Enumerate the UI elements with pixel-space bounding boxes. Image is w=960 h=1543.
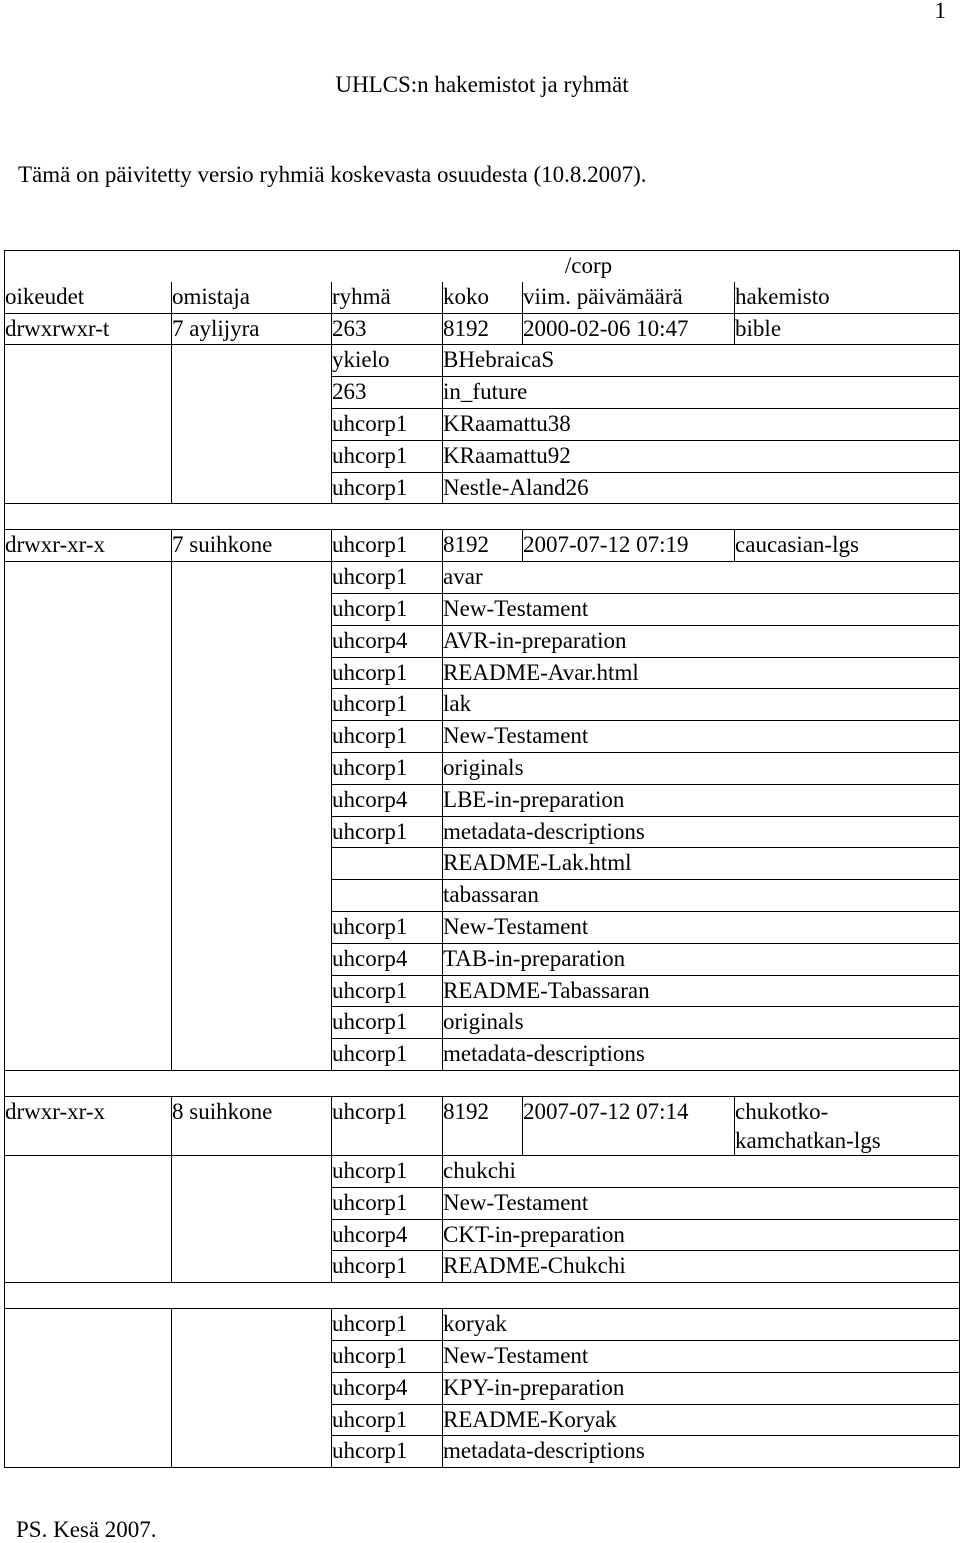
directory-table	[4, 250, 960, 1468]
group-cell: uhcorp4	[332, 625, 443, 657]
subdir-cell: BHebraicaS	[443, 345, 960, 377]
group-cell: uhcorp1	[332, 1039, 443, 1071]
subdir-cell: KRaamattu92	[443, 440, 960, 472]
group-cell: uhcorp1	[332, 1007, 443, 1039]
group-cell: uhcorp4	[332, 943, 443, 975]
group-cell: uhcorp1	[332, 408, 443, 440]
group-cell: uhcorp1	[332, 1340, 443, 1372]
group-cell: uhcorp4	[332, 1219, 443, 1251]
group-cell: ykielo	[332, 345, 443, 377]
group-cell: uhcorp1	[332, 1436, 443, 1468]
group-cell: uhcorp1	[332, 530, 443, 562]
size-cell: 8192	[443, 1096, 523, 1155]
dir-cell-line2: kamchatkan-lgs	[735, 1127, 881, 1153]
header-size: koko	[443, 282, 523, 313]
table-row	[5, 562, 960, 594]
date-cell: 2000-02-06 10:47	[523, 313, 735, 345]
subdir-cell: metadata-descriptions	[443, 1436, 960, 1468]
group-cell: 263	[332, 313, 443, 345]
table-row	[5, 1309, 960, 1341]
file-cell: metadata-descriptions	[443, 816, 960, 848]
file-cell: New-Testament	[443, 593, 960, 625]
group-cell: uhcorp1	[332, 721, 443, 753]
size-cell: 8192	[443, 530, 523, 562]
file-cell: TAB-in-preparation	[443, 943, 960, 975]
group-cell: uhcorp1	[332, 1404, 443, 1436]
header-date: viim. päivämäärä	[523, 282, 735, 313]
date-cell: 2007-07-12 07:14	[523, 1096, 735, 1155]
subdir-cell: chukchi	[443, 1155, 960, 1187]
subdir-cell: tabassaran	[443, 880, 960, 912]
owner-cell: 7 suihkone	[172, 530, 332, 562]
perms-cell: drwxrwxr-t	[5, 313, 172, 345]
file-cell: README-Chukchi	[443, 1251, 960, 1283]
group-cell: uhcorp1	[332, 975, 443, 1007]
file-cell: README-Lak.html	[443, 848, 960, 880]
group-cell: 263	[332, 377, 443, 409]
group-cell: uhcorp1	[332, 1187, 443, 1219]
page-number: 1	[934, 0, 946, 23]
dir-cell: caucasian-lgs	[735, 530, 960, 562]
group-cell: uhcorp1	[332, 1096, 443, 1155]
group-cell: uhcorp1	[332, 1309, 443, 1341]
corp-row	[5, 251, 960, 282]
group-cell: uhcorp1	[332, 657, 443, 689]
separator-row	[5, 504, 960, 530]
table-row	[5, 530, 960, 562]
group-cell: uhcorp1	[332, 440, 443, 472]
corp-label: /corp	[443, 251, 735, 282]
perms-cell: drwxr-xr-x	[5, 1096, 172, 1155]
table-row	[5, 313, 960, 345]
dir-cell	[735, 1096, 960, 1155]
dir-cell: bible	[735, 313, 960, 345]
file-cell: LBE-in-preparation	[443, 784, 960, 816]
footer-note: PS. Kesä 2007.	[16, 1517, 157, 1542]
group-cell: uhcorp1	[332, 593, 443, 625]
subdir-cell: metadata-descriptions	[443, 1039, 960, 1071]
group-cell: uhcorp1	[332, 562, 443, 594]
group-cell	[332, 880, 443, 912]
intro-text: Tämä on päivitetty versio ryhmiä koskevasta osuudesta (10.8.2007).	[18, 162, 647, 187]
group-cell: uhcorp1	[332, 472, 443, 504]
group-cell: uhcorp4	[332, 1372, 443, 1404]
size-cell: 8192	[443, 313, 523, 345]
subdir-cell: avar	[443, 562, 960, 594]
file-cell: originals	[443, 752, 960, 784]
header-group: ryhmä	[332, 282, 443, 313]
separator-row	[5, 1283, 960, 1309]
file-cell: New-Testament	[443, 1187, 960, 1219]
page-title: UHLCS:n hakemistot ja ryhmät	[335, 72, 629, 97]
file-cell: KPY-in-preparation	[443, 1372, 960, 1404]
perms-cell: drwxr-xr-x	[5, 530, 172, 562]
subdir-cell: koryak	[443, 1309, 960, 1341]
owner-cell: 8 suihkone	[172, 1096, 332, 1155]
file-cell: README-Avar.html	[443, 657, 960, 689]
table-row	[5, 1155, 960, 1187]
header-row	[5, 282, 960, 313]
file-cell: New-Testament	[443, 721, 960, 753]
table-row	[5, 1096, 960, 1155]
group-cell: uhcorp1	[332, 752, 443, 784]
header-perms: oikeudet	[5, 282, 172, 313]
group-cell: uhcorp1	[332, 1155, 443, 1187]
header-owner: omistaja	[172, 282, 332, 313]
file-cell: README-Koryak	[443, 1404, 960, 1436]
date-cell: 2007-07-12 07:19	[523, 530, 735, 562]
subdir-cell: in_future	[443, 377, 960, 409]
table-row	[5, 345, 960, 377]
subdir-cell: originals	[443, 1007, 960, 1039]
subdir-cell: KRaamattu38	[443, 408, 960, 440]
group-cell: uhcorp1	[332, 816, 443, 848]
file-cell: New-Testament	[443, 1340, 960, 1372]
file-cell: CKT-in-preparation	[443, 1219, 960, 1251]
group-cell: uhcorp4	[332, 784, 443, 816]
file-cell: AVR-in-preparation	[443, 625, 960, 657]
group-cell	[332, 848, 443, 880]
file-cell: README-Tabassaran	[443, 975, 960, 1007]
group-cell: uhcorp1	[332, 689, 443, 721]
group-cell: uhcorp1	[332, 1251, 443, 1283]
separator-row	[5, 1070, 960, 1096]
subdir-cell: Nestle-Aland26	[443, 472, 960, 504]
header-dir: hakemisto	[735, 282, 960, 313]
group-cell: uhcorp1	[332, 911, 443, 943]
dir-cell-line1: chukotko-	[735, 1098, 829, 1124]
owner-cell: 7 aylijyra	[172, 313, 332, 345]
file-cell: New-Testament	[443, 911, 960, 943]
subdir-cell: lak	[443, 689, 960, 721]
